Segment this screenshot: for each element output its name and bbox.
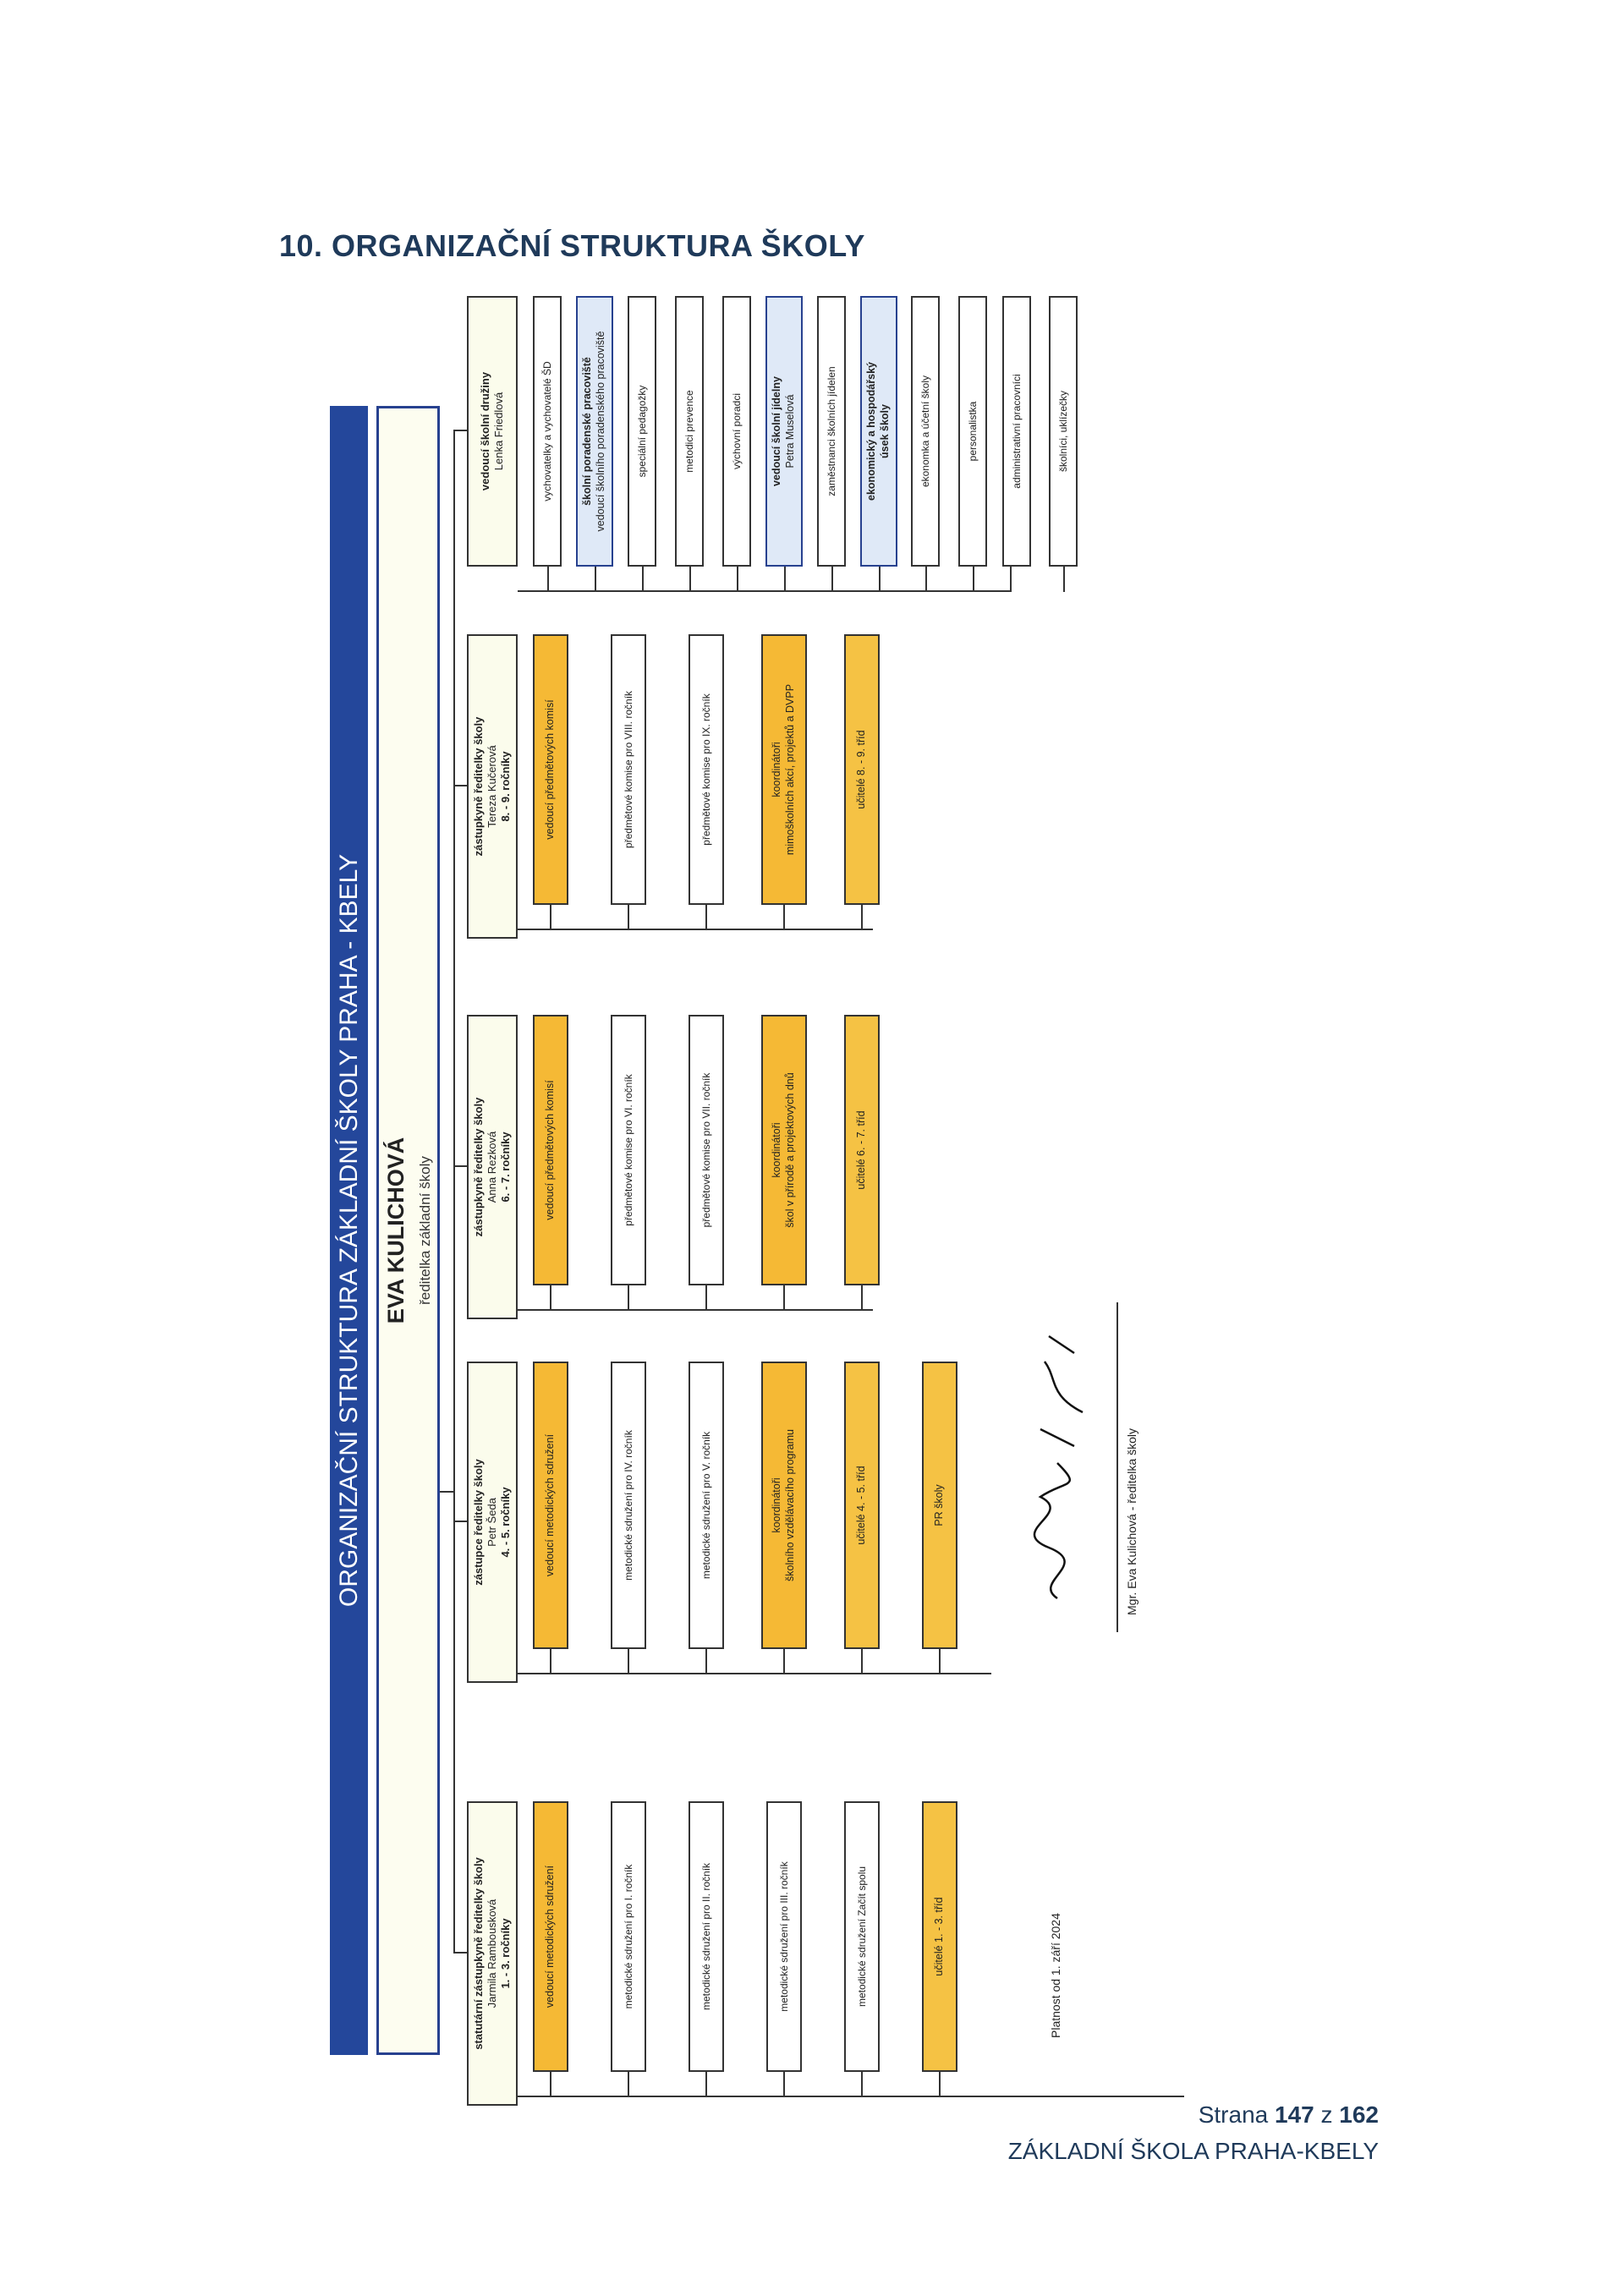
- deputy-grades: 6. - 7. ročníky: [499, 1132, 513, 1203]
- director-box: [376, 406, 440, 2055]
- connector: [737, 567, 738, 592]
- deputy-name: Jarmila Rambousková: [485, 1899, 498, 2008]
- col2-item: metodické sdružení pro IV. ročník: [611, 1362, 646, 1649]
- deputy-title: zástupce ředitelky školy: [471, 1459, 485, 1586]
- deputy-grades: 8. - 9. ročníky: [499, 751, 513, 822]
- validity-note: Platnost od 1. září 2024: [1049, 1913, 1062, 2038]
- col3-head: vedoucí předmětových komisí: [533, 1015, 568, 1285]
- col4-head: vedoucí předmětových komisí: [533, 634, 568, 905]
- col1-teachers: učitelé 1. - 3. tříd: [922, 1801, 957, 2072]
- col4-item: předmětové komise pro VIII. ročník: [611, 634, 646, 905]
- connector: [861, 2072, 863, 2097]
- col5-educators: vychovatelky a vychovatelé ŠD: [533, 296, 562, 567]
- connector: [705, 1285, 707, 1311]
- connector: [642, 567, 644, 592]
- connector: [628, 1285, 629, 1311]
- col5-econ-item: školníci, uklízečky: [1049, 296, 1078, 567]
- connector: [861, 905, 863, 930]
- counseling-title: školní poradenské pracoviště: [581, 357, 594, 506]
- connector: [783, 1649, 785, 1674]
- col1-item: metodické sdružení pro II. ročník: [689, 1801, 724, 2072]
- col4-teachers: učitelé 8. - 9. tříd: [844, 634, 880, 905]
- col5-canteen-staff: zaměstnanci školních jídelen: [817, 296, 846, 567]
- connector: [453, 1165, 467, 1167]
- connector: [628, 2072, 629, 2097]
- coordinators-scope: škol v přírodě a projektových dnů: [784, 1072, 796, 1228]
- col1-item: metodické sdružení pro III. ročník: [766, 1801, 802, 2072]
- col3-teachers: učitelé 6. - 7. tříd: [844, 1015, 880, 1285]
- col3-coordinators: [761, 1015, 807, 1285]
- connector: [550, 1649, 551, 1674]
- connector: [861, 1285, 863, 1311]
- economic-title-1: ekonomický a hospodářský: [865, 362, 878, 501]
- connector: [689, 567, 691, 592]
- connector: [783, 2072, 785, 2097]
- connector: [705, 2072, 707, 2097]
- connector: [518, 1673, 991, 1674]
- canteen-title: vedoucí školní jídelny: [771, 376, 783, 486]
- col5-counseling: [576, 296, 613, 567]
- connector: [547, 567, 549, 592]
- connector: [550, 2072, 551, 2097]
- director-role: ředitelka základní školy: [416, 1156, 433, 1305]
- deputy-title: vedoucí školní družiny: [478, 371, 491, 491]
- connector: [705, 1649, 707, 1674]
- col5-special-ed: speciální pedagožky: [628, 296, 656, 567]
- connector: [518, 1309, 873, 1311]
- coordinators-scope: školního vzdělávacího programu: [784, 1429, 796, 1581]
- deputy-grades: 4. - 5. ročníky: [499, 1487, 513, 1558]
- deputy-box-1: [467, 1801, 518, 2106]
- col3-item: předmětové komise pro VII. ročník: [689, 1015, 724, 1285]
- connector: [705, 905, 707, 930]
- deputy-title: zástupkyně ředitelky školy: [471, 1097, 485, 1237]
- col4-item: předmětové komise pro IX. ročník: [689, 634, 724, 905]
- signature: [1023, 1311, 1116, 1615]
- col2-coordinators: [761, 1362, 807, 1649]
- signature-caption: Mgr. Eva Kulichová - ředitelka školy: [1125, 1428, 1138, 1615]
- col1-item: metodické sdružení pro I. ročník: [611, 1801, 646, 2072]
- deputy-box-4: [467, 634, 518, 939]
- connector: [1010, 567, 1012, 592]
- page-prefix: Strana: [1198, 2101, 1269, 2128]
- connector: [939, 1649, 941, 1674]
- deputy-title: zástupkyně ředitelky školy: [471, 716, 485, 857]
- connector: [784, 567, 786, 592]
- col5-prevention: metodici prevence: [675, 296, 704, 567]
- page-sep: z: [1320, 2101, 1333, 2128]
- col5-econ-item: administrativní pracovníci: [1002, 296, 1031, 567]
- col1-head: vedoucí metodických sdružení: [533, 1801, 568, 2072]
- counseling-sub: vedoucí školního poradenského pracoviště: [595, 331, 606, 532]
- deputy-box-3: [467, 1015, 518, 1319]
- connector: [925, 567, 927, 592]
- connector: [595, 567, 596, 592]
- signature-line: [1116, 1302, 1118, 1632]
- coordinators-label: koordinátoři: [771, 1477, 783, 1533]
- connector: [550, 1285, 551, 1311]
- deputy-title: statutární zástupkyně ředitelky školy: [471, 1857, 485, 2050]
- col4-coordinators: [761, 634, 807, 905]
- col3-item: předmětové komise pro VI. ročník: [611, 1015, 646, 1285]
- coordinators-scope: mimoškolních akcí, projektů a DVPP: [784, 683, 796, 856]
- coordinators-label: koordinátoři: [771, 742, 783, 797]
- deputy-box-2: [467, 1362, 518, 1683]
- connector: [783, 1285, 785, 1311]
- col5-canteen: [765, 296, 803, 567]
- col1-item: metodické sdružení Začít spolu: [844, 1801, 880, 2072]
- page-number: [1199, 2101, 1379, 2129]
- deputy-name: Tereza Kučerová: [485, 745, 498, 828]
- col2-teachers: učitelé 4. - 5. tříd: [844, 1362, 880, 1649]
- economic-title-2: úsek školy: [879, 404, 891, 458]
- col5-economic: [860, 296, 897, 567]
- connector: [861, 1649, 863, 1674]
- chart-title-banner: ORGANIZAČNÍ STRUKTURA ZÁKLADNÍ ŠKOLY PRAHA - KBELY: [330, 406, 368, 2055]
- connector: [550, 905, 551, 930]
- connector: [440, 1491, 453, 1493]
- col2-head: vedoucí metodických sdružení: [533, 1362, 568, 1649]
- connector: [939, 2072, 941, 2097]
- page-total: 162: [1339, 2101, 1379, 2128]
- connector: [518, 929, 873, 930]
- col5-econ-item: personalistka: [958, 296, 987, 567]
- connector: [973, 567, 974, 592]
- org-chart: [330, 296, 1277, 2156]
- col5-counselor: výchovní poradci: [722, 296, 751, 567]
- connector: [1063, 567, 1065, 592]
- deputy-name: Lenka Friedlová: [492, 392, 505, 471]
- connector: [879, 567, 881, 592]
- deputy-name: Anna Rezková: [485, 1131, 498, 1203]
- connector: [831, 567, 833, 592]
- connector: [628, 1649, 629, 1674]
- connector: [453, 1521, 467, 1522]
- school-name: ZÁKLADNÍ ŠKOLA PRAHA-KBELY: [1007, 2138, 1379, 2164]
- col2-item: metodické sdružení pro V. ročník: [689, 1362, 724, 1649]
- connector: [453, 431, 455, 1954]
- section-heading: 10. ORGANIZAČNÍ STRUKTURA ŠKOLY: [279, 228, 865, 263]
- canteen-name: Petra Muselová: [784, 394, 796, 469]
- col2-pr: PR školy: [922, 1362, 957, 1649]
- deputy-box-5: [467, 296, 518, 567]
- connector: [453, 1952, 467, 1954]
- page-current: 147: [1275, 2101, 1314, 2128]
- connector: [783, 905, 785, 930]
- coordinators-label: koordinátoři: [771, 1122, 783, 1178]
- connector: [518, 2096, 1184, 2097]
- col5-econ-item: ekonomka a účetní školy: [911, 296, 940, 567]
- deputy-name: Petr Šeda: [485, 1498, 498, 1547]
- connector: [628, 905, 629, 930]
- director-name: EVA KULICHOVÁ: [383, 1137, 409, 1324]
- connector: [453, 785, 467, 786]
- connector: [518, 590, 1010, 592]
- connector: [453, 430, 467, 431]
- deputy-grades: 1. - 3. ročníky: [499, 1918, 513, 1989]
